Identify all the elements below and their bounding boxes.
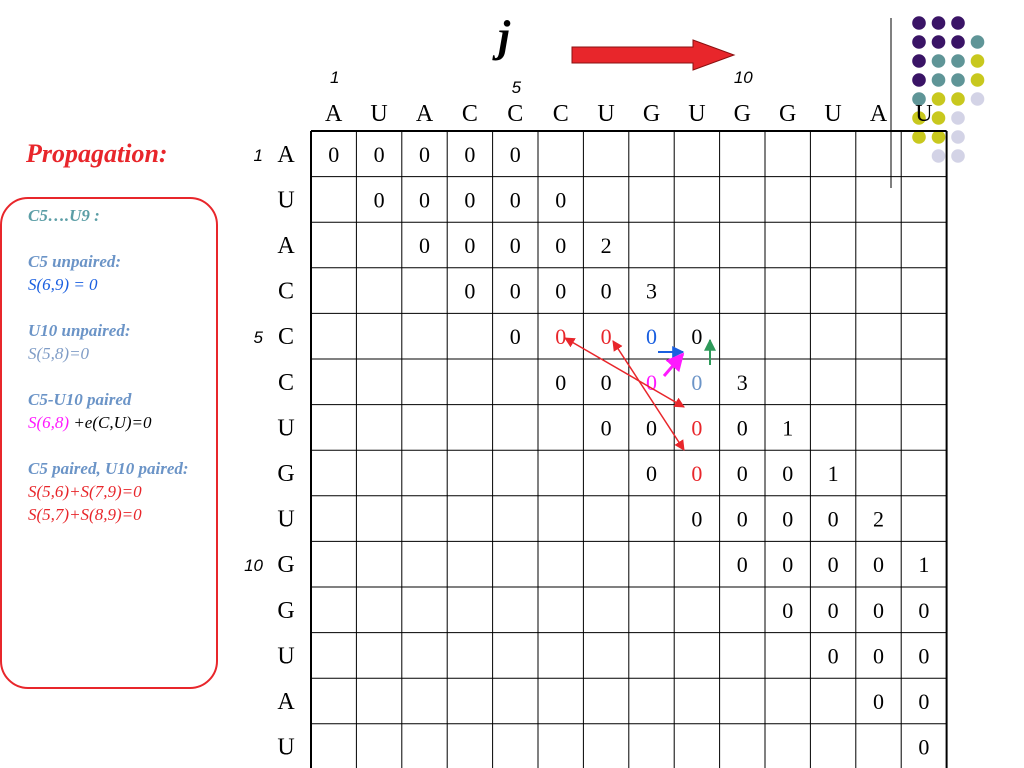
- notes-gap: [28, 365, 258, 388]
- decorative-dot: [971, 54, 985, 68]
- row-base: A: [277, 689, 295, 715]
- decorative-dot: [932, 149, 946, 163]
- note-text: S(6,9) = 0: [28, 275, 98, 294]
- decorative-dot: [932, 73, 946, 87]
- note-line: [28, 273, 258, 296]
- matrix-cell: 2: [873, 506, 884, 532]
- matrix-cell: 3: [736, 369, 748, 395]
- note-line: [28, 319, 258, 342]
- note-text: C5 unpaired:: [28, 252, 122, 271]
- matrix-cell: 0: [646, 324, 657, 350]
- decorative-dot: [951, 35, 965, 49]
- row-base: C: [277, 369, 295, 396]
- note-line: [28, 388, 258, 411]
- row-base: A: [277, 233, 295, 259]
- matrix-cell: 0: [555, 187, 567, 213]
- decorative-dot: [951, 54, 965, 68]
- column-base: C: [461, 101, 478, 127]
- matrix-cell: 0: [918, 597, 930, 623]
- row-base: U: [277, 506, 295, 533]
- notes-gap: [28, 296, 258, 319]
- matrix-cell: 0: [464, 187, 476, 213]
- note-line: [28, 411, 258, 434]
- row-base: C: [277, 278, 295, 305]
- note-line: [28, 342, 258, 365]
- decorative-dot: [932, 35, 946, 49]
- column-base: G: [733, 101, 751, 127]
- matrix-cell: 0: [646, 415, 657, 441]
- matrix-cell: 0: [782, 597, 794, 623]
- dependency-arrows: [565, 338, 710, 450]
- matrix-cell: 0: [509, 233, 521, 258]
- matrix-cell: 0: [509, 187, 521, 213]
- arrow-paired: [664, 354, 683, 376]
- decorative-dot-cluster: [912, 16, 984, 163]
- matrix-cell: 0: [555, 233, 567, 258]
- matrix-cell: 0: [328, 141, 340, 167]
- note-line: [28, 204, 258, 227]
- matrix-cell: 0: [827, 506, 839, 532]
- column-base: U: [370, 101, 388, 127]
- row-base: A: [277, 141, 295, 168]
- matrix-cell: 0: [827, 552, 839, 578]
- matrix-cell: 0: [555, 324, 567, 350]
- column-base: G: [642, 101, 661, 127]
- matrix-cell: 0: [691, 506, 703, 532]
- matrix-cell: 0: [509, 278, 521, 304]
- decorative-dot: [951, 149, 965, 163]
- matrix-cell: 0: [918, 734, 930, 760]
- matrix-cell: 0: [600, 369, 612, 395]
- matrix-cell: 0: [373, 141, 385, 167]
- note-text: C5-U10 paired: [28, 390, 132, 409]
- row-base: U: [277, 187, 295, 214]
- notes-gap: [28, 434, 258, 457]
- column-base: A: [415, 101, 434, 127]
- page-title: Propagation:: [26, 139, 168, 168]
- decorative-dot: [912, 73, 926, 87]
- row-base: U: [277, 415, 295, 442]
- matrix-cell: 0: [373, 187, 385, 213]
- matrix-cell: 0: [691, 369, 703, 395]
- row-base: U: [277, 643, 295, 670]
- matrix-cell: 0: [419, 141, 430, 167]
- column-base: A: [869, 101, 888, 127]
- decorative-dot: [951, 73, 965, 87]
- note-text: C5 paired, U10 paired:: [28, 459, 189, 478]
- decorative-dot: [912, 16, 926, 30]
- column-sequence: [325, 101, 933, 127]
- decorative-dot: [951, 92, 965, 106]
- note-text: U10 unpaired:: [28, 321, 131, 340]
- decorative-dot: [971, 35, 985, 49]
- matrix-cell: 0: [464, 233, 476, 258]
- matrix-cell: 0: [782, 552, 794, 578]
- row-base: U: [277, 734, 295, 761]
- column-base: U: [597, 101, 615, 127]
- column-index-label: 10: [733, 68, 753, 87]
- matrix-cell: 2: [600, 233, 612, 258]
- note-line: [28, 457, 258, 480]
- matrix-cell: 0: [600, 324, 612, 350]
- decorative-dot: [932, 130, 946, 144]
- matrix-cell: 0: [873, 597, 884, 623]
- matrix-cell: 0: [873, 552, 884, 578]
- note-text: S(6,8): [28, 413, 70, 432]
- note-text: S(5,7)+S(8,9)=0: [28, 505, 142, 524]
- matrix-cell: 0: [782, 461, 794, 486]
- row-sequence: [277, 142, 295, 761]
- column-base: U: [915, 101, 933, 127]
- decorative-dot: [932, 92, 946, 106]
- decorative-dot: [971, 73, 985, 87]
- row-index-label: 5: [253, 328, 263, 348]
- notes-list: [28, 204, 258, 526]
- matrix-cell: 0: [827, 597, 839, 623]
- note-text: S(5,8)=0: [28, 344, 90, 363]
- matrix-cell: 0: [419, 187, 430, 213]
- matrix-cell: 0: [691, 324, 703, 350]
- matrix-cell: 0: [600, 415, 612, 441]
- matrix-cell: 1: [918, 552, 930, 578]
- matrix-cell: 0: [464, 278, 476, 304]
- matrix-cell: 0: [509, 324, 521, 350]
- matrix-cell: 1: [782, 415, 794, 441]
- matrix-cell: 3: [646, 278, 657, 304]
- decorative-dot: [971, 92, 985, 106]
- matrix-cell: 0: [646, 369, 657, 395]
- matrix-grid: [311, 131, 947, 768]
- matrix-cell: 0: [782, 506, 794, 532]
- decorative-dot: [932, 16, 946, 30]
- column-base: G: [779, 101, 797, 127]
- row-index-label: 1: [253, 145, 263, 165]
- matrix-cell: 0: [555, 278, 567, 304]
- matrix-cell: 0: [509, 141, 521, 167]
- matrix-cell: 0: [873, 643, 884, 669]
- column-base: C: [552, 101, 569, 127]
- column-index-label: 1: [329, 68, 340, 87]
- matrix-cell: 0: [600, 278, 612, 304]
- note-line: [28, 503, 258, 526]
- note-line: [28, 250, 258, 273]
- matrix-cell: 0: [691, 415, 703, 441]
- matrix-cell: 0: [691, 461, 703, 486]
- matrix-cell: 0: [736, 415, 748, 441]
- note-line: [28, 480, 258, 503]
- j-axis-label: j: [498, 12, 511, 61]
- decorative-dot: [912, 35, 926, 49]
- column-base: U: [824, 101, 842, 127]
- matrix-cell: 1: [827, 461, 839, 486]
- column-base: U: [688, 101, 706, 127]
- decorative-dot: [912, 54, 926, 68]
- note-text: S(5,6)+S(7,9)=0: [28, 482, 142, 501]
- matrix-cell: 0: [646, 461, 657, 486]
- note-text: +e(C,U)=0: [69, 413, 152, 432]
- matrix-cell: 0: [736, 552, 748, 578]
- row-index-label: 10: [244, 556, 263, 576]
- row-base: G: [277, 552, 295, 579]
- notes-gap: [28, 227, 258, 250]
- decorative-dot: [932, 111, 946, 125]
- matrix-cell: 0: [873, 689, 884, 714]
- note-text: C5….U9 :: [28, 206, 100, 225]
- row-base: G: [277, 461, 295, 487]
- row-base: G: [277, 597, 295, 624]
- column-base: C: [507, 101, 524, 127]
- decorative-dot: [932, 54, 946, 68]
- matrix-cell: 0: [736, 506, 748, 532]
- column-index-labels: [330, 68, 753, 97]
- decorative-dot: [951, 111, 965, 125]
- matrix-cell: 0: [555, 369, 567, 395]
- row-base: C: [277, 324, 295, 351]
- column-index-label: 5: [511, 78, 522, 97]
- column-base: A: [325, 101, 343, 127]
- matrix-cell: 0: [419, 233, 430, 258]
- matrix-cell: 0: [827, 643, 839, 669]
- decorative-dot: [912, 130, 926, 144]
- matrix-cell: 0: [918, 643, 930, 669]
- j-direction-arrow: [572, 40, 734, 70]
- decorative-dot: [951, 130, 965, 144]
- matrix-cell: 0: [918, 689, 930, 714]
- decorative-dot: [951, 16, 965, 30]
- matrix-cell: 0: [464, 141, 476, 167]
- matrix-cell: 0: [736, 461, 748, 486]
